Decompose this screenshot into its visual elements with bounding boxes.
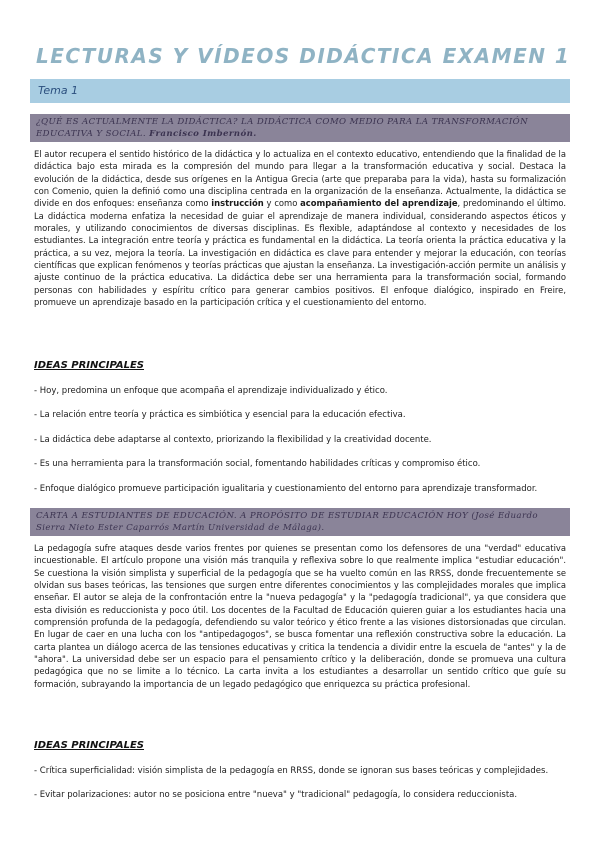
section-1-author: Francisco Imbernón.	[149, 129, 257, 139]
section-1-body-part-1: El autor recupera el sentido histórico de la didáctica y lo actualiza en el contexto educativo, entendiendo que la finalidad de la didáctica bajo esta mirada es la compresión del mundo para llegar a la transformación educativa y social. Destaca la evolución de la didáctica, desde sus orígenes en la Antigua Grecia (arte que preparaba para la vida), hasta su formalización con Comenio, quien la definió como una disciplina centrada en la organización de la enseñanza. Actualmente, la didáctica se divide en dos enfoques: enseñanza como	[34, 149, 567, 209]
section-1-body	[34, 148, 566, 308]
section-1-bold-instruccion: instrucción	[211, 198, 264, 209]
section-2-idea-1: - Crítica superficialidad: visión simplista de la pedagogía en RRSS, donde se ignoran sus bases teóricas y complejidades.	[34, 766, 549, 776]
tema-bar	[30, 79, 570, 103]
section-1-body-part-2: y como	[263, 198, 301, 209]
section-1-body-part-3: , predominando el último. La didáctica moderna enfatiza la necesidad de guiar el aprendizaje de manera individual, considerando aspectos éticos y morales, y utilizando conocimientos de diversas disciplinas. Es flexible, adaptándose al contexto y necesidades de los estudiantes. La integración entre teoría y práctica es fundamental en la didáctica. La teoría orienta la práctica educativa y la práctica, a su vez, mejora la teoría. La investigación en didáctica es clave para entender y mejorar la educación, con teorías científicas que explican fenómenos y teorías prácticas que ajustan la enseñanza. La investigación-acción permite un análisis y ajuste continuo de la práctica educativa. La didáctica debe ser una herramienta para la transformación social, formando personas con habilidades y espíritu crítico para generar cambios positivos. El enfoque dialógico, inspirado en Freire, promueve un aprendizaje basado en la participación crítica y el cuestionamiento del entorno.	[34, 198, 567, 308]
section-1-idea-4: - Es una herramienta para la transformación social, fomentando habilidades críticas y compromiso ético.	[34, 459, 481, 469]
section-1-bold-acompanamiento: acompañamiento del aprendizaje	[300, 198, 458, 209]
section-1-idea-5: - Enfoque dialógico promueve participación igualitaria y cuestionamiento del entorno para aprendizaje transformador.	[34, 484, 538, 494]
section-1-idea-3: - La didáctica debe adaptarse al contexto, priorizando la flexibilidad y la creatividad docente.	[34, 435, 432, 445]
section-2-heading	[30, 508, 570, 536]
section-1-idea-2: - La relación entre teoría y práctica es simbiótica y esencial para la educación efectiva.	[34, 410, 406, 420]
section-2-ideas-title: IDEAS PRINCIPALES	[34, 740, 145, 751]
section-1-heading	[30, 114, 570, 142]
section-1-heading-text: ¿QUÉ ES ACTUALMENTE LA DIDÁCTICA? LA DIDÁCTICA COMO MEDIO PARA LA TRANSFORMACIÓN EDUCATIVA Y SOCIAL.	[36, 117, 529, 139]
section-2-heading-text: CARTA A ESTUDIANTES DE EDUCACIÓN. A PROPÓSITO DE ESTUDIAR EDUCACIÓN HOY (José Eduardo Sierra Nieto Ester Caparrós Martín Universidad de Málaga).	[36, 511, 538, 533]
section-1-idea-1: - Hoy, predomina un enfoque que acompaña el aprendizaje individualizado y ético.	[34, 386, 388, 396]
section-2-body: La pedagogía sufre ataques desde varios frentes por quienes se presentan como los defensores de una "verdad" educativa incuestionable. El artículo propone una visión más tranquila y reflexiva sobre lo que realmente implica "estudiar educación". Se cuestiona la visión simplista y superficial de la pedagogía que se ha vuelto común en las RRSS, donde frecuentemente se olvidan sus bases teóricas, las tensiones que surgen entre diferentes conocimientos y las complejidades morales que implica enseñar. El autor se aleja de la confrontación entre la "nueva pedagogía" y la "pedagogía tradicional", ya que considera que esta división es reduccionista y poco útil. Los docentes de la Facultad de Educación quieren guiar a los estudiantes hacia una comprensión profunda de la pedagogía, defendiendo su valor teórico y ético frente a las visiones distorsionadas que circulan. En lugar de caer en una lucha con los "antipedagogos", se busca fomentar una reflexión constructiva sobre la educación. La carta plantea un diálogo acerca de las tensiones educativas y critica la tendencia a dividir entre la escuela de "antes" y la de "ahora". La universidad debe ser un espacio para el pensamiento crítico y la deliberación, donde se promueva una cultura pedagógica que no se limite a lo técnico. La carta invita a los estudiantes a desarrollar un sentido crítico que guíe su formación, subrayando la importancia de un legado pedagógico que enriquezca su práctica profesional.	[34, 543, 566, 689]
section-2-idea-2: - Evitar polarizaciones: autor no se posiciona entre "nueva" y "tradicional" pedagogía, lo considera reduccionista.	[34, 790, 518, 800]
tema-label: Tema 1	[38, 84, 79, 97]
section-1-ideas-title: IDEAS PRINCIPALES	[34, 360, 145, 371]
document-title: LECTURAS Y VÍDEOS DIDÁCTICA EXAMEN 1	[36, 44, 571, 68]
